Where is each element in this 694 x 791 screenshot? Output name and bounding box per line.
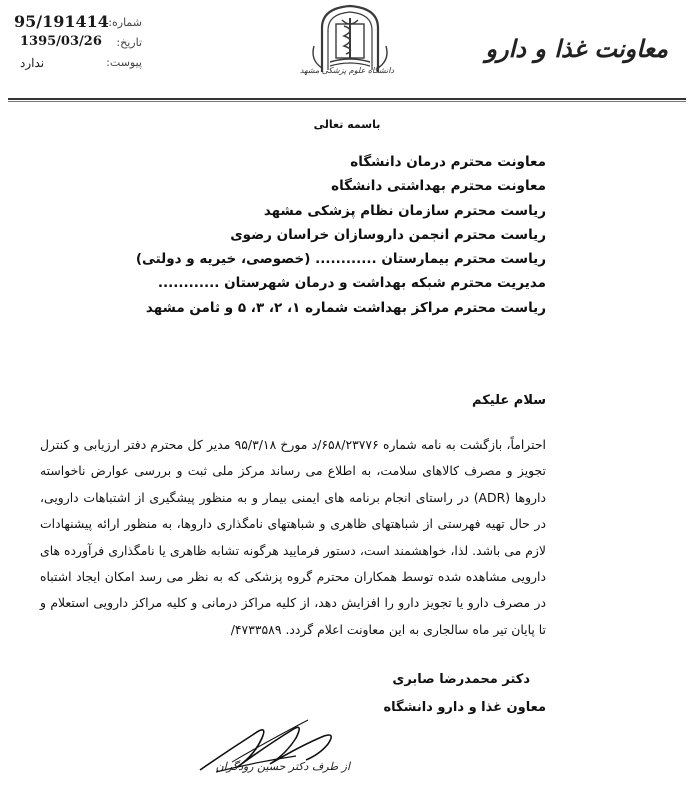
number-label: شماره: xyxy=(108,16,142,29)
signer-title: معاون غذا و دارو دانشگاه xyxy=(383,700,546,715)
bismillah-heading: باسمه تعالی xyxy=(313,118,381,131)
recipient-item: مدیریت محترم شبکه بهداشت و درمان شهرستان ............ xyxy=(157,275,546,292)
letter-attachment: ندارد xyxy=(20,56,45,70)
recipient-item: معاونت محترم درمان دانشگاه xyxy=(350,154,546,170)
on-behalf-note: از طرف دکتر حسین رودگران xyxy=(215,760,350,773)
header-divider-thin xyxy=(8,101,686,102)
attachment-label: پیوست: xyxy=(106,56,142,69)
letter-number: 95/191414 xyxy=(14,12,109,31)
body-paragraph: احتراماً، بازگشت به نامه شماره ۶۵۸/۲۳۷۷۶/د مورخ ۹۵/۳/۱۸ مدیر کل محترم دفتر ارزیابی و کنترل تجویز و مصرف کالاهای سلامت، به اطلاع می رساند مرکز ملی ثبت و بررسی عوارض ناخواسته داروها (ADR) در راستای انجام برنامه های ایمنی بیمار و به منظور پیشگیری از اشتباهات دارویی، در حال تهیه فهرستی از شباهتهای ظاهری و شباهتهای نامگذاری داروها، به منظور ارائه پیشنهادات لازم می باشد. لذا، خواهشمند است، دستور فرمایید هرگونه تشابه ظاهری یا نامگذاری فرآورده های دارویی مشاهده شده توسط همکاران محترم گروه پزشکی که به نظر می رسد امکان ایجاد اشتباه در مصرف دارو یا تجویز دارو را افزایش دهد، از کلیه مراکز درمانی و کلیه مراکز دارویی استعلام و تا پایان تیر ماه سالجاری به این معاونت اعلام گردد. ۴۷۳۳۵۸۹/ xyxy=(40,437,546,637)
recipient-item: ریاست محترم بیمارستان ............ (خصوصی، خیریه و دولتی) xyxy=(135,251,546,268)
letter-date: 1395/03/26 xyxy=(20,34,102,49)
header-divider xyxy=(8,98,686,100)
letterhead xyxy=(0,0,694,100)
department-title: معاونت غذا و دارو xyxy=(485,34,668,63)
signature-block xyxy=(383,666,546,722)
signer-name: دکتر محمدرضا صابری xyxy=(392,672,530,687)
letter-meta-labels xyxy=(94,16,142,76)
recipient-item: معاونت محترم بهداشتی دانشگاه xyxy=(331,178,546,195)
recipient-item: ریاست محترم انجمن داروسازان خراسان رضوی xyxy=(230,226,546,243)
greeting: سلام علیکم xyxy=(472,393,546,408)
recipient-item: ریاست محترم مراکز بهداشت شماره ۱، ۲، ۳، ۵ و ثامن مشهد xyxy=(145,299,546,316)
recipient-list xyxy=(106,150,546,320)
logo-caption: دانشگاه علوم پزشکی مشهد xyxy=(299,66,394,75)
date-label: تاریخ: xyxy=(116,36,142,49)
recipient-item: ریاست محترم سازمان نظام پزشکی مشهد xyxy=(263,202,546,219)
